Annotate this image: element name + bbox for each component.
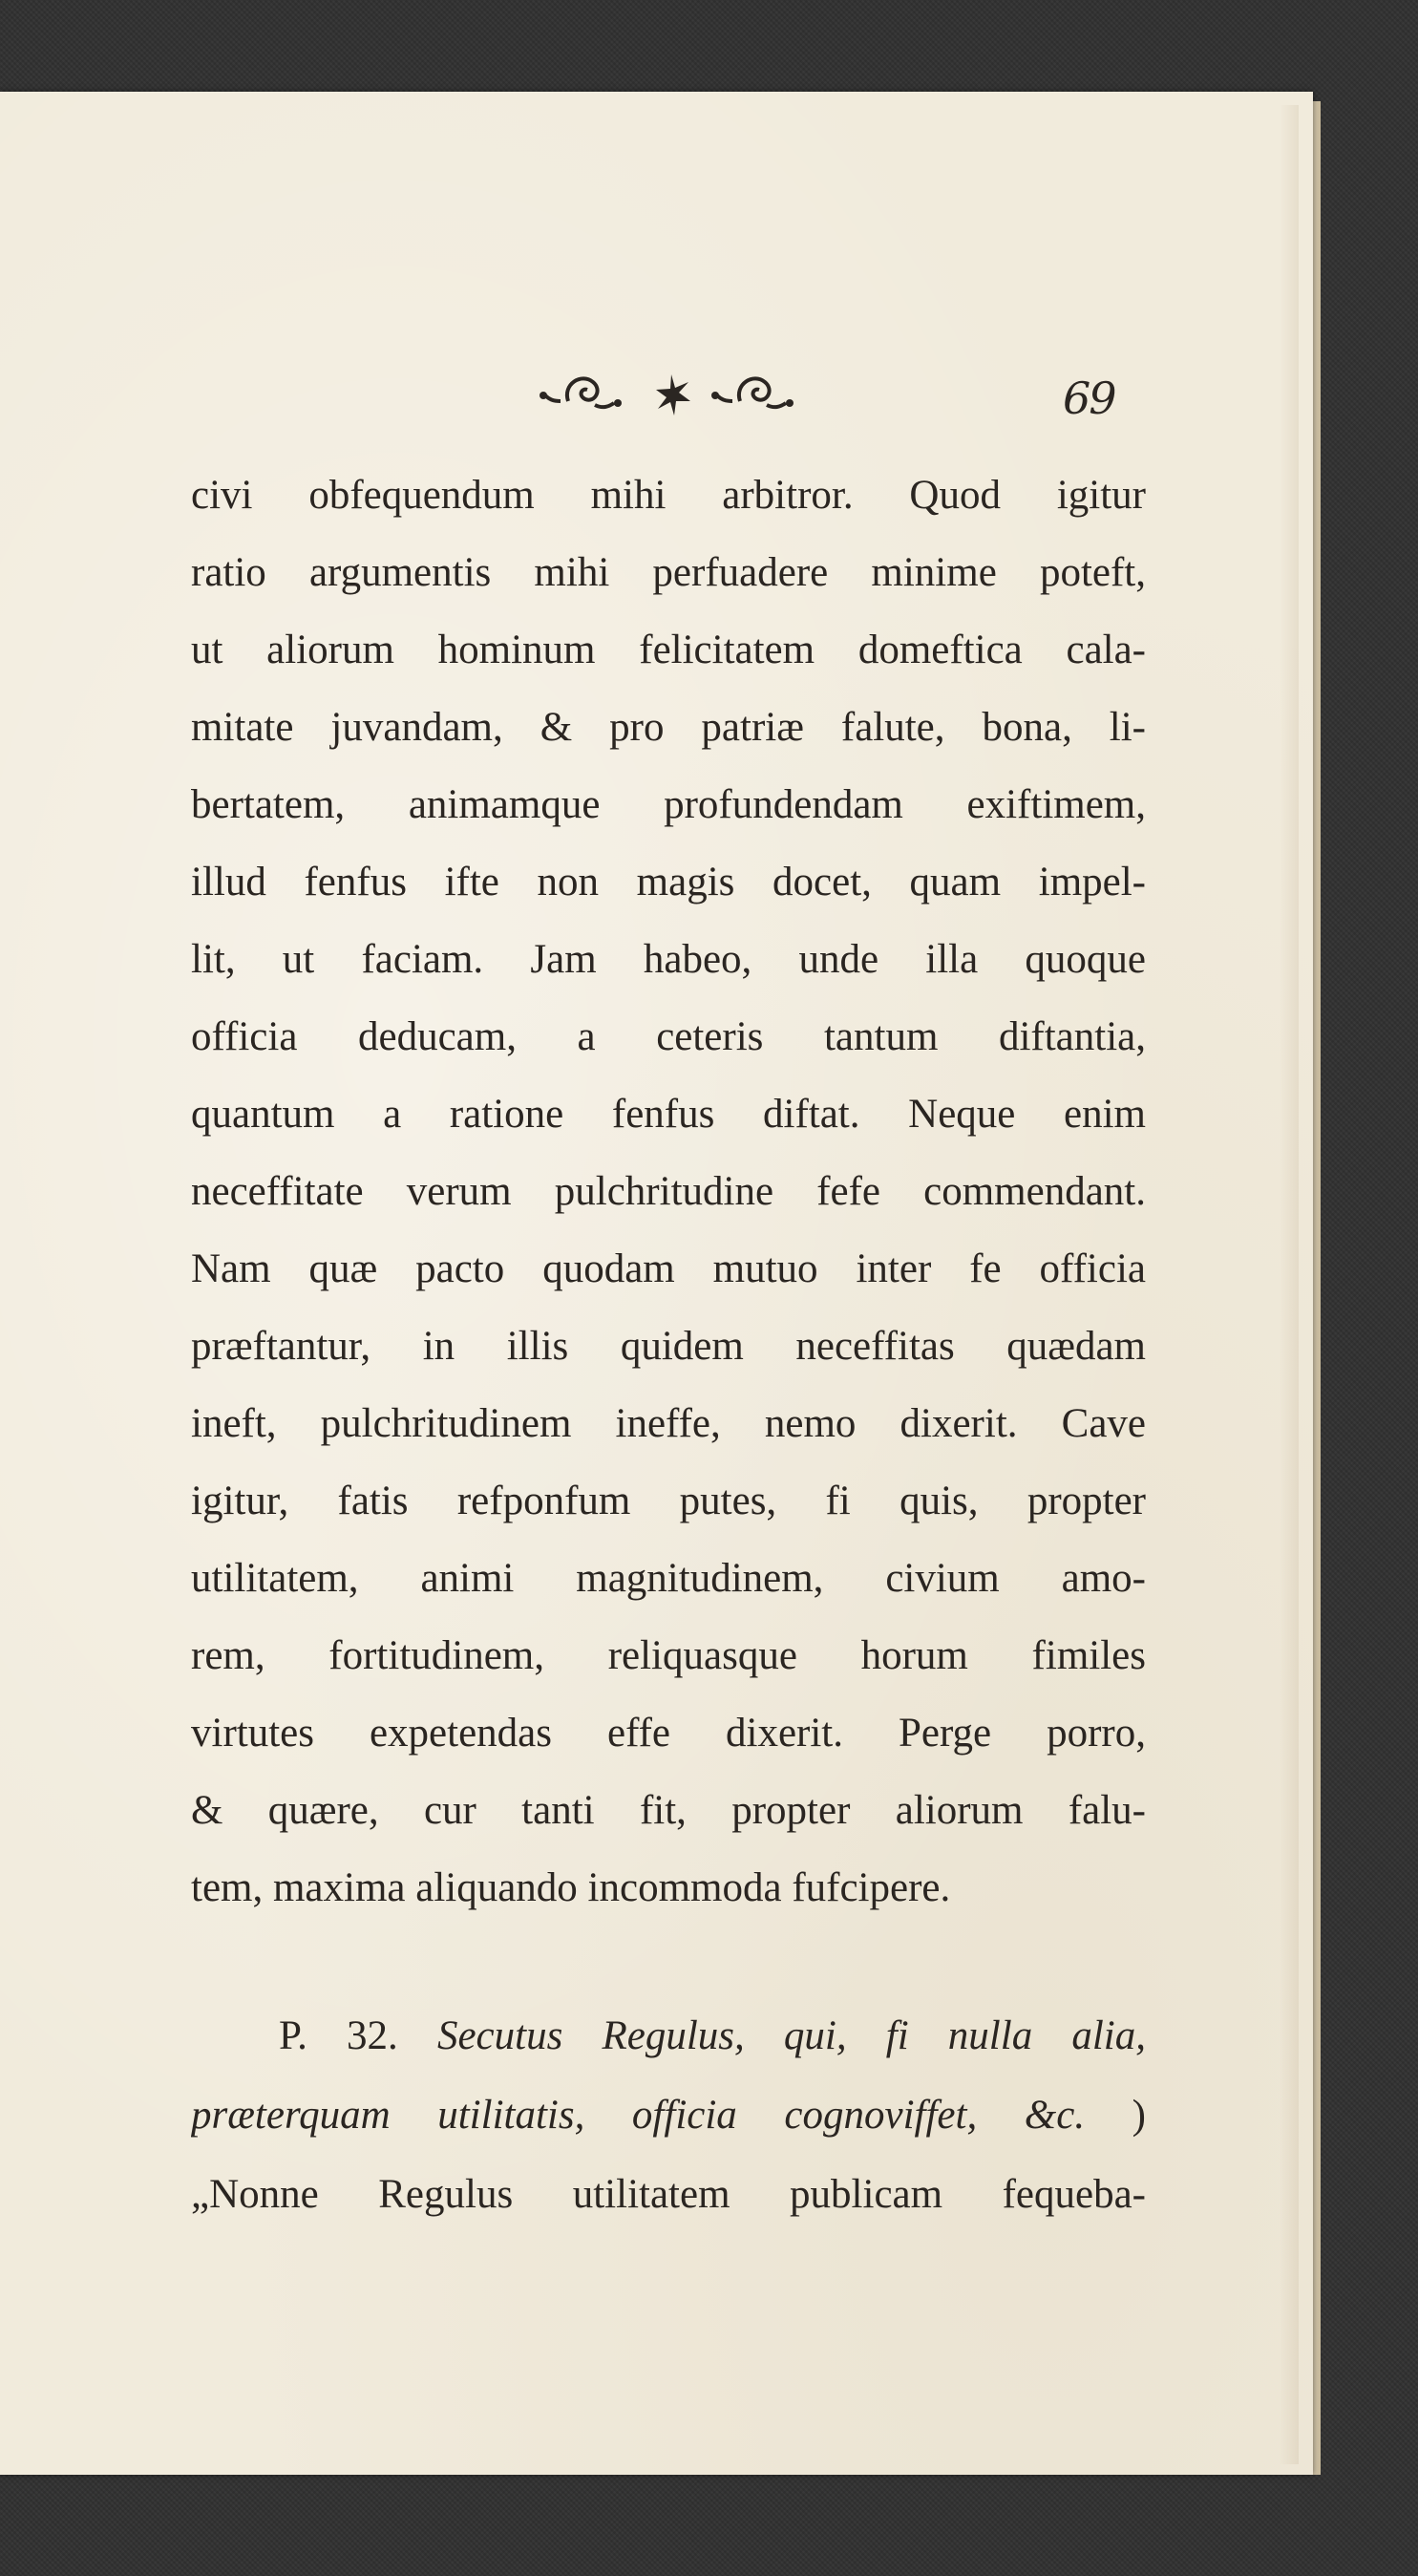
page-header	[191, 355, 1146, 451]
body-text	[191, 457, 1146, 1927]
note-quote: præterquam utilitatis, officia cognoviffet, &c.	[191, 2093, 1086, 2138]
commentary-note	[191, 1996, 1146, 2234]
fleuron-star-ornament-icon	[501, 355, 845, 441]
text-line: ratio argumentis mihi perfuadere minime poteft,	[191, 550, 1146, 595]
text-line: rem, fortitudinem, reliquasque horum fimiles	[191, 1633, 1146, 1678]
text-line: bertatem, animamque profundendam exiftimem,	[191, 782, 1146, 827]
text-line: utilitatem, animi magnitudinem, civium amo-	[191, 1556, 1146, 1601]
spine-shadow	[1280, 105, 1299, 2464]
text-line: neceffitate verum pulchritudine fefe commendant.	[191, 1169, 1146, 1214]
note-line: „Nonne Regulus utilitatem publicam fequeba-	[191, 2172, 1146, 2217]
text-line: officia deducam, a ceteris tantum diftantia,	[191, 1014, 1146, 1059]
note-close-paren: )	[1132, 2093, 1146, 2138]
note-reference: P. 32.	[279, 2013, 398, 2058]
text-line: præftantur, in illis quidem neceffitas quædam	[191, 1324, 1146, 1369]
text-line: virtutes expetendas effe dixerit. Perge porro,	[191, 1711, 1146, 1756]
text-line: ut aliorum hominum felicitatem domeftica cala-	[191, 628, 1146, 672]
text-line: & quære, cur tanti fit, propter aliorum falu-	[191, 1788, 1146, 1833]
text-line: tem, maxima aliquando incommoda fufcipere.	[191, 1865, 951, 1910]
text-line: ineft, pulchritudinem ineffe, nemo dixerit. Cave	[191, 1401, 1146, 1446]
note-line	[191, 1996, 1146, 2076]
text-line: lit, ut faciam. Jam habeo, unde illa quoque	[191, 937, 1146, 982]
text-line: quantum a ratione fenfus diftat. Neque enim	[191, 1092, 1146, 1137]
text-line: illud fenfus ifte non magis docet, quam impel-	[191, 860, 1146, 905]
page-number: 69	[1063, 373, 1115, 424]
text-line: Nam quæ pacto quodam mutuo inter fe officia	[191, 1246, 1146, 1291]
text-line: mitate juvandam, & pro patriæ falute, bona, li-	[191, 705, 1146, 750]
note-line	[191, 2076, 1146, 2155]
note-quote: Secutus Regulus, qui, fi nulla alia,	[436, 2013, 1146, 2058]
text-line: igitur, fatis refponfum putes, fi quis, propter	[191, 1479, 1146, 1523]
text-line: civi obfequendum mihi arbitror. Quod igitur	[191, 473, 1146, 518]
